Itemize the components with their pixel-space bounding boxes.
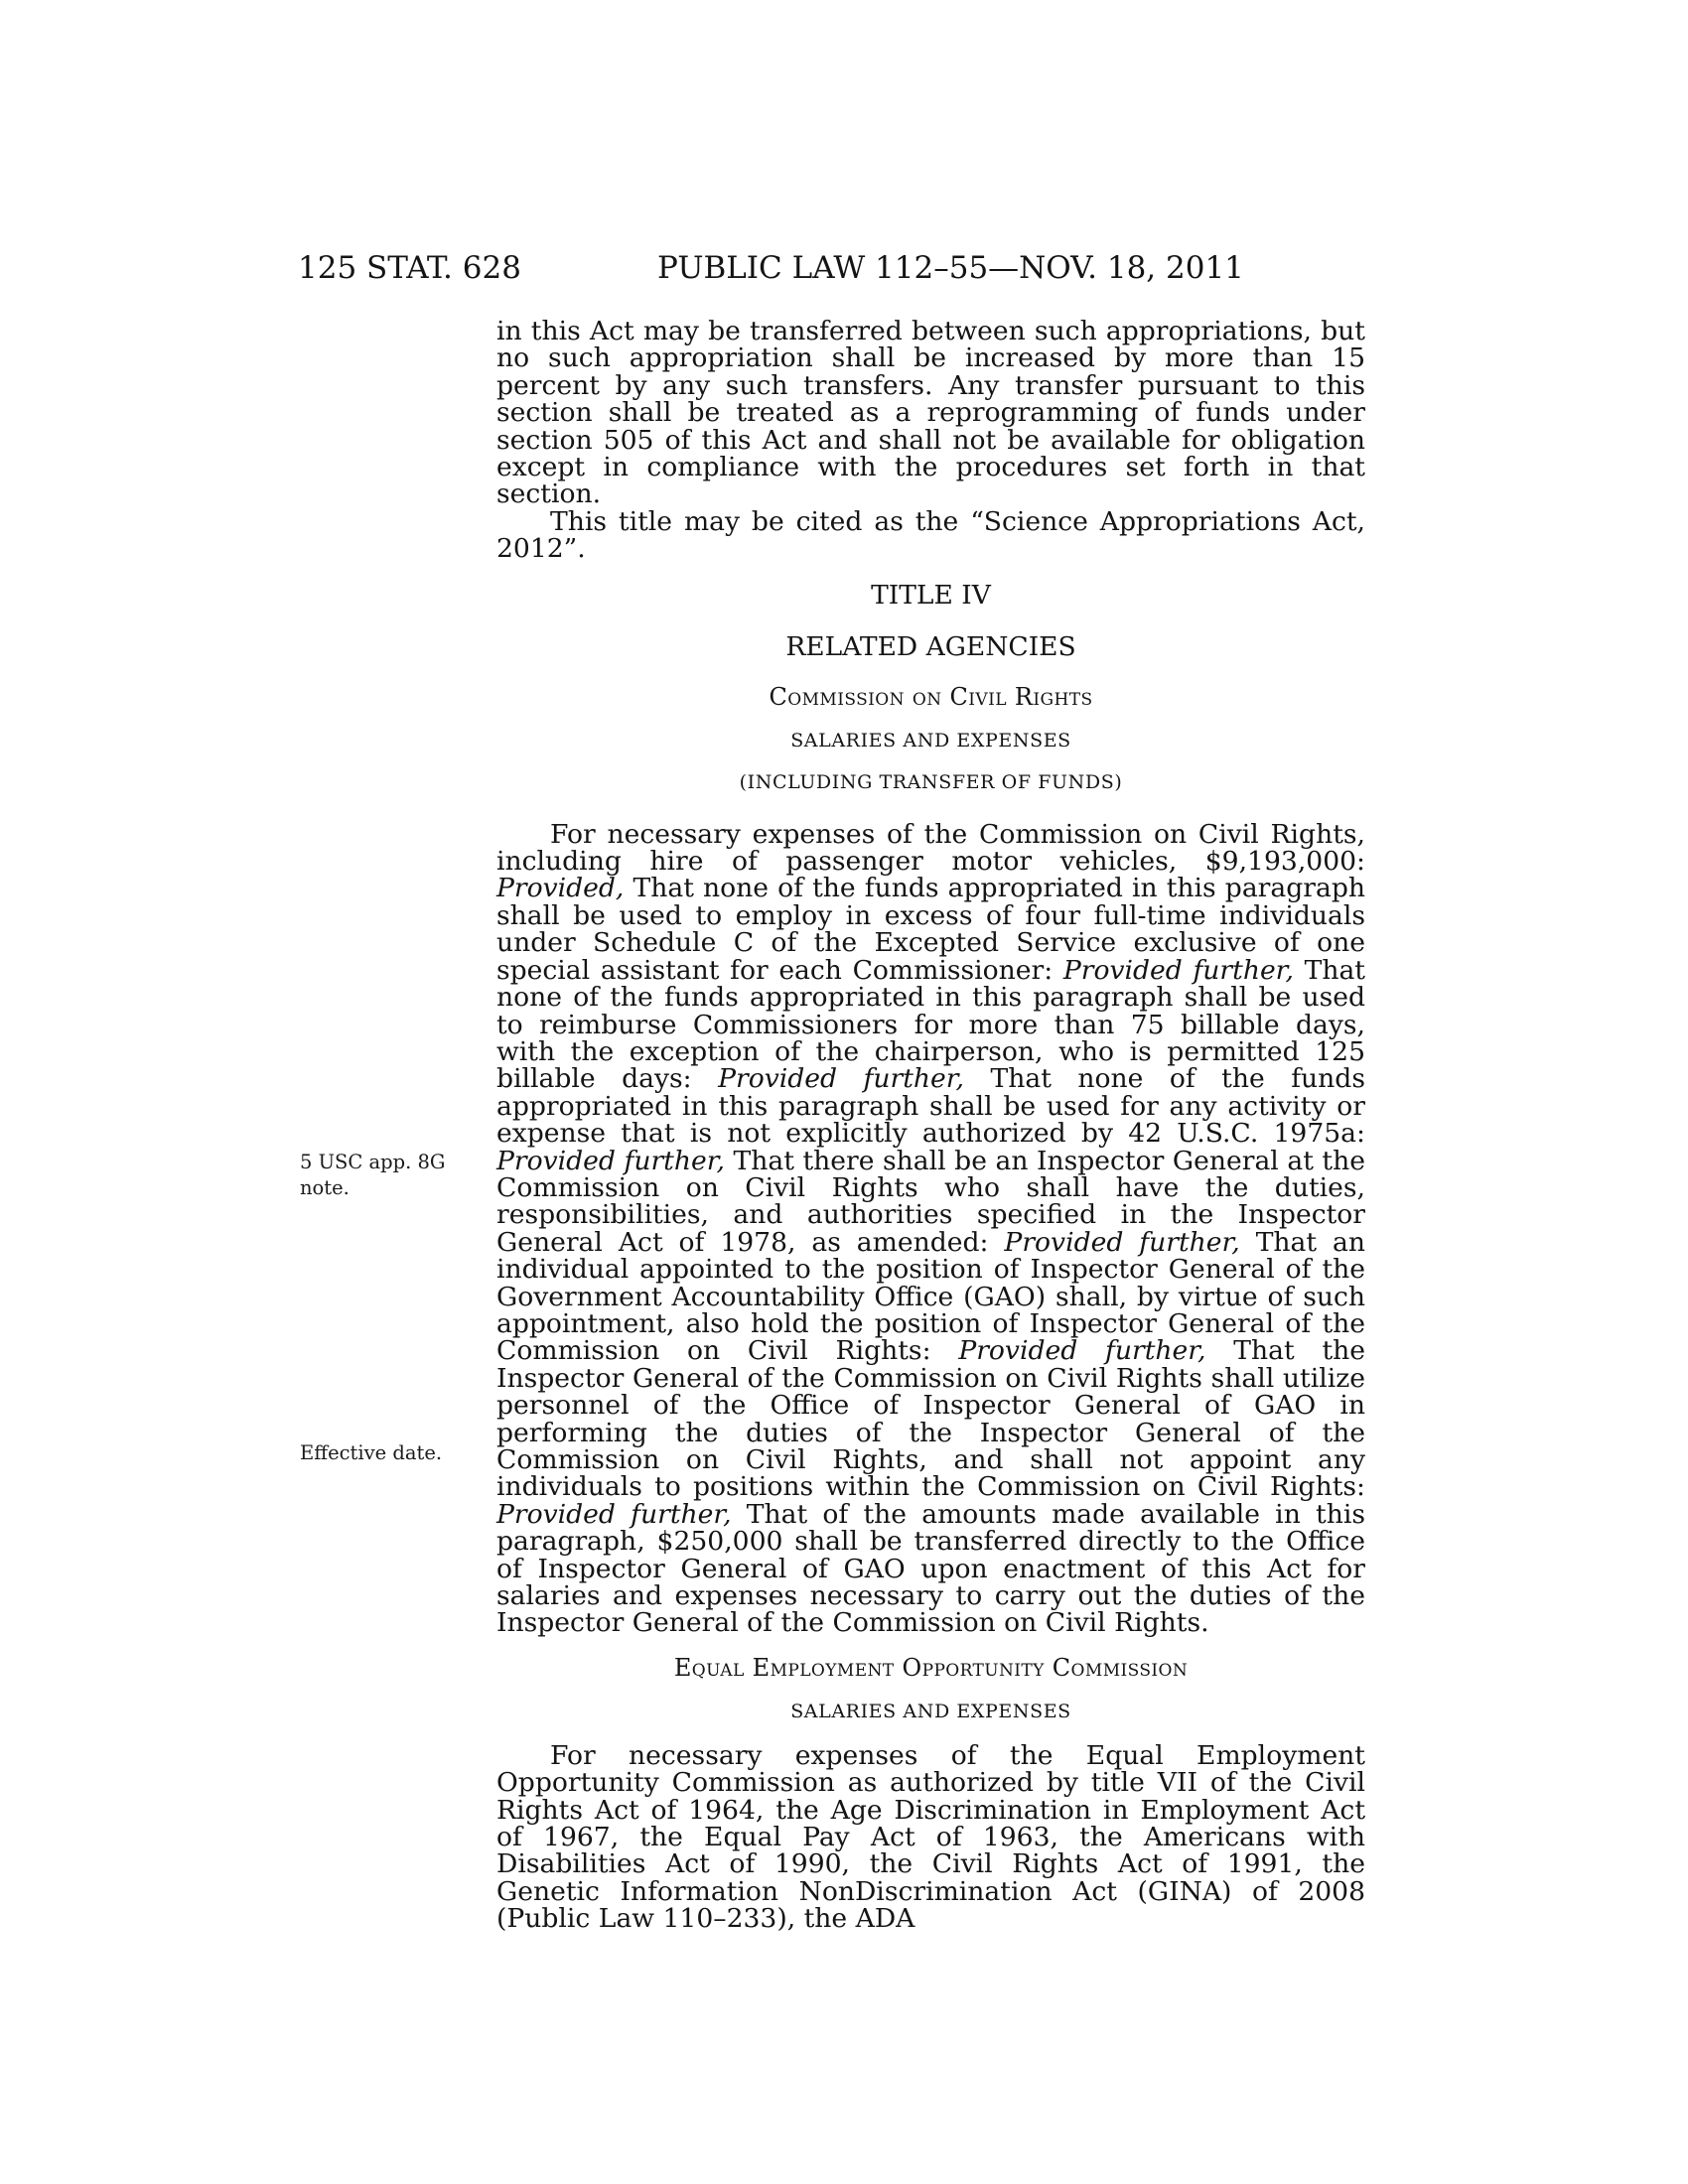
short-title-paragraph: This title may be cited as the “Science Appropriations Act, 2012”. — [496, 505, 1365, 565]
ccr-proviso-7: Provided further, — [496, 1498, 732, 1530]
ccr-body-paragraph — [496, 818, 1365, 1639]
ccr-proviso-2: Provided further, — [1062, 954, 1294, 986]
transfer-subheading-ccr: (INCLUDING TRANSFER OF FUNDS) — [739, 770, 1123, 793]
margin-note-effective-date: Effective date. — [300, 1441, 443, 1464]
ccr-proviso-4: Provided further, — [496, 1145, 725, 1176]
agency-heading-eeoc-text: Equal Employment Opportunity Commission — [673, 1653, 1189, 1682]
ccr-text-5: That there shall be an Inspector General at the Commission on Civil Rights who shall have the duties, responsibilities, and authorities specified in the Inspector General Act of 1978, as amended: — [496, 1145, 1365, 1258]
account-heading-eeoc: SALARIES AND EXPENSES — [790, 1700, 1071, 1722]
main-text-column — [496, 318, 1365, 1933]
ccr-text-3: That none of the funds appropriated in this paragraph shall be used to reimburse Commissioners for more than 75 billable days, with the exception of the chairperson, who is permitted 125 billable days: — [496, 954, 1365, 1095]
eeoc-body-paragraph: For necessary expenses of the Equal Employment Opportunity Commission as authorized by title VII of the Civil Rights Act of 1964, the Age Discrimination in Employment Act of 1967, the Equal Pay Act of 1963, the Americans with Disabilities Act of 1990, the Civil Rights Act of 1991, the Genetic Information NonDiscrimination Act (GINA) of 2008 (Public Law 110–233), the ADA — [496, 1739, 1365, 1935]
ccr-proviso-1: Provided, — [496, 873, 625, 904]
ccr-proviso-6: Provided further, — [958, 1335, 1206, 1367]
agency-heading-ccr — [496, 682, 1365, 712]
ccr-text-7: That the Inspector General of the Commission on Civil Rights shall utilize personnel of the Office of Inspector General of GAO in performing the duties of the Inspector General of the Commission on Civil Rights, and shall not appoint any individuals to positions within the Commission on Civil Rights: — [496, 1335, 1365, 1503]
margin-note-usc: 5 USC app. 8G note. — [300, 1151, 446, 1199]
ccr-text-8: That of the amounts made available in this paragraph, $250,000 shall be transferred directly to the Office of Inspector General of GAO upon enactment of this Act for salaries and expenses necessary to carry out the duties of the Inspector General of the Commission on Civil Rights. — [496, 1498, 1365, 1639]
agency-heading-ccr-text: Commission on Civil Rights — [769, 682, 1093, 711]
title-subheading: RELATED AGENCIES — [785, 630, 1076, 662]
title-heading: TITLE IV — [871, 579, 991, 611]
ccr-text-6: That an individual appointed to the position of Inspector General of the Government Accountability Office (GAO) shall, by virtue of such appointment, also hold the position of Inspector General of the Commission on Civil Rights: — [496, 1226, 1365, 1367]
ccr-text-4: That none of the funds appropriated in this paragraph shall be used for any activity or expense that is not explicitly authorized by 42 U.S.C. 1975a: — [496, 1063, 1365, 1150]
ccr-text-2: That none of the funds appropriated in this paragraph shall be used to employ in excess of four full-time individuals under Schedule C of the Excepted Service exclusive of one special assistant for each Commissioner: — [496, 873, 1365, 986]
ccr-proviso-3: Provided further, — [718, 1063, 965, 1095]
ccr-proviso-5: Provided further, — [1004, 1226, 1240, 1258]
running-header-title: PUBLIC LAW 112–55—NOV. 18, 2011 — [657, 250, 1244, 286]
agency-heading-eeoc — [496, 1653, 1365, 1683]
account-heading-ccr: SALARIES AND EXPENSES — [790, 729, 1071, 751]
stat-reference: 125 STAT. 628 — [298, 250, 521, 286]
continuation-paragraph: in this Act may be transferred between such appropriations, but no such appropriation shall be increased by more than 15 percent by any such transfers. Any transfer pursuant to this section shall be treated as a reprogramming of funds under section 505 of this Act and shall not be available for obligation except in compliance with the procedures set forth in that section. — [496, 316, 1365, 510]
ccr-text-1: For necessary expenses of the Commission on Civil Rights, including hire of passenger motor vehicles, $9,193,000: — [496, 818, 1365, 878]
